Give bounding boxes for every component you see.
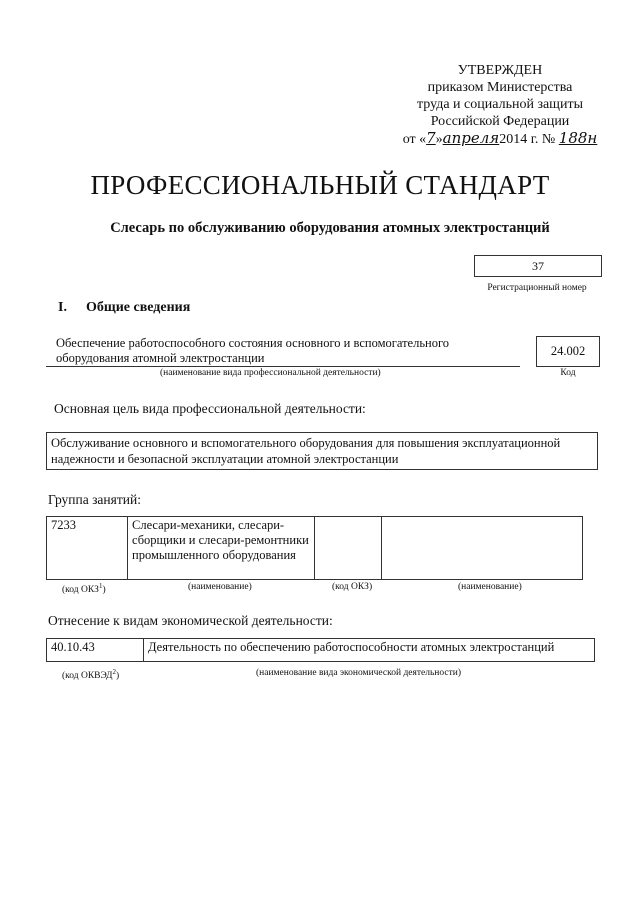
- okz-name-cell-2: [382, 517, 583, 580]
- approval-heading: УТВЕРЖДЕН: [457, 63, 543, 78]
- okz-name-caption: (наименование): [188, 582, 252, 592]
- okz-name-caption-2: (наименование): [458, 582, 522, 592]
- okved-name-caption: (наименование вида экономической деятельности): [256, 668, 461, 678]
- approval-date-line: [390, 130, 610, 148]
- table-row: [47, 517, 583, 580]
- activity-line: оборудования атомной электростанции: [56, 351, 265, 365]
- okz-name-cell: Слесари-механики, слесари-сборщики и слесари-ремонтники промышленного оборудования: [128, 517, 315, 580]
- caption-end: ): [115, 671, 120, 682]
- activity-line: Обеспечение работоспособного состояния основного и вспомогательного: [56, 336, 450, 350]
- activity-underline: [46, 366, 520, 367]
- order-number: 188н: [558, 129, 598, 147]
- document-title: ПРОФЕССИОНАЛЬНЫЙ СТАНДАРТ: [90, 170, 550, 200]
- goal-box: [46, 432, 598, 470]
- economic-activity-table: [46, 638, 595, 662]
- goal-line: надежности и безопасной эксплуатации атомной электростанции: [51, 452, 399, 466]
- footnote-mark: 1: [98, 582, 103, 590]
- approval-line: Российской Федерации: [430, 114, 570, 129]
- okved-code-cell: 40.10.43: [47, 639, 144, 662]
- goal-label: Основная цель вида профессиональной деятельности:: [54, 401, 366, 416]
- date-mid: »: [435, 132, 443, 147]
- registration-number-box: 37: [474, 255, 602, 277]
- date-year: 2014 г. №: [499, 132, 556, 147]
- approval-block: [390, 62, 610, 148]
- occupation-group-table: [46, 516, 583, 580]
- section-heading: [58, 300, 190, 316]
- table-row: [47, 639, 595, 662]
- economic-activity-label: Отнесение к видам экономической деятельности:: [48, 613, 333, 628]
- okz-code-cell: 7233: [47, 517, 128, 580]
- caption-end: ): [102, 585, 106, 596]
- occupation-group-label: Группа занятий:: [48, 492, 141, 507]
- document-subtitle: Слесарь по обслуживанию оборудования атомных электростанций: [110, 220, 550, 236]
- date-month: апреля: [442, 129, 500, 147]
- okved-name-cell: Деятельность по обеспечению работоспособности атомных электростанций: [144, 639, 595, 662]
- section-number: I.: [58, 300, 67, 315]
- activity-caption: (наименование вида профессиональной деятельности): [160, 368, 381, 378]
- approval-line: труда и социальной защиты: [417, 97, 583, 112]
- activity-code-box: 24.002: [536, 336, 600, 367]
- activity-code-label: Код: [560, 368, 576, 378]
- okved-code-caption: [62, 668, 119, 681]
- registration-number-label: Регистрационный номер: [487, 283, 587, 293]
- activity-name: [56, 336, 476, 366]
- okz-code-cell-2: [315, 517, 382, 580]
- caption-text: (код ОКВЭД: [62, 671, 113, 682]
- date-day: 7: [426, 129, 436, 147]
- goal-line: Обслуживание основного и вспомогательного оборудования для повышения эксплуатационной: [51, 436, 561, 450]
- caption-text: (код ОКЗ: [62, 585, 99, 596]
- section-title: Общие сведения: [86, 300, 191, 315]
- approval-line: приказом Министерства: [427, 80, 573, 95]
- okz-code-caption: [62, 582, 106, 595]
- date-prefix: от «: [402, 132, 427, 147]
- footnote-mark: 2: [112, 668, 116, 676]
- okz-code-caption-2: (код ОКЗ): [332, 582, 373, 592]
